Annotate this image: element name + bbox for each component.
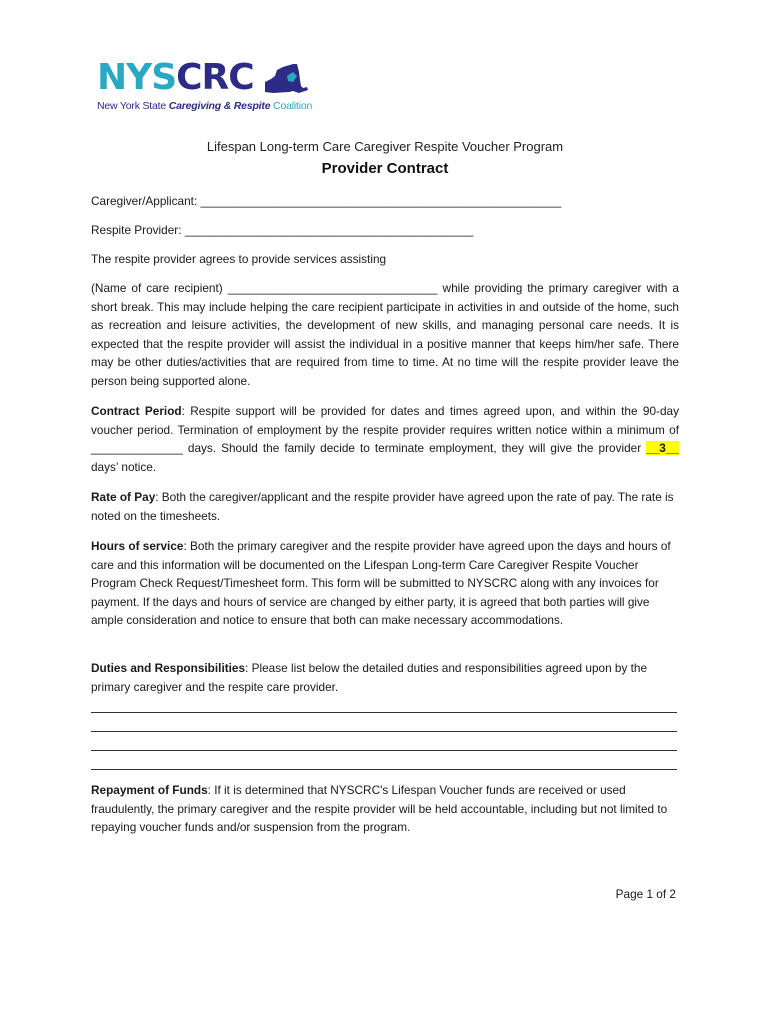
duties-blank-line — [91, 750, 677, 751]
respite-provider-field: Respite Provider: ____________________________________________ — [91, 223, 474, 237]
repayment-paragraph: Repayment of Funds: If it is determined that NYSCRC's Lifespan Voucher funds are received or used fraudulently, the primary caregiver and the respite provider will be held accountable, including but not limited to repaying voucher funds and/or suspension from the program. — [91, 783, 668, 835]
contract-period-label: Contract Period — [91, 404, 182, 418]
new-york-state-icon — [263, 62, 309, 96]
duties-paragraph: Duties and Responsibilities: Please list below the detailed duties and responsibilities agreed upon by the primary caregiver and the respite care provider. — [91, 661, 648, 694]
logo-crc: CRC — [176, 57, 254, 98]
logo-wordmark — [97, 58, 254, 98]
contract-title: Provider Contract — [321, 160, 449, 177]
hours-of-service-paragraph: Hours of service: Both the primary caregiver and the respite provider have agreed upon the days and hours of care and this information will be documented on the Lifespan Long-term Care Caregiver Respite Voucher Program Check Request/Timesheet form. This form will be submitted to NYSCRC along with any invoices for payment. If the days and hours of service are changed by either party, it is agreed that both parties will give ample consideration and notice to ensure that both can make necessary accommodations. — [91, 539, 671, 628]
duties-blank-line — [91, 731, 677, 732]
logo-tagline: New York State Caregiving & Respite Coalition — [97, 100, 313, 112]
intro-line: The respite provider agrees to provide services assisting — [91, 252, 387, 266]
program-title: Lifespan Long-term Care Caregiver Respite Voucher Program — [206, 139, 564, 154]
care-recipient-paragraph: (Name of care recipient) ________________________________ while providing the primary caregiver with a short break. This may include helping the care recipient participate in activities in and outside of the home, such as recreation and leisure activities, the development of new skills, and managing personal care needs. It is expected that the respite provider will assist the individual in a positive manner that keeps him/her safe. There may be other duties/activities that are required from time to time. At no time will the respite provider leave the person being supported alone. — [91, 281, 679, 388]
hours-of-service-label: Hours of service — [91, 539, 184, 553]
duties-blank-line — [91, 712, 677, 713]
repayment-label: Repayment of Funds — [91, 783, 208, 797]
contract-period-paragraph: Contract Period: Respite support will be provided for dates and times agreed upon, and within the 90-day voucher period. Termination of employment by the respite provider requires written notice within a minimum of ______________ days. Should the family decide to terminate employment, they will give the provider __3__ days’ notice. — [91, 404, 679, 474]
rate-of-pay-paragraph: Rate of Pay: Both the caregiver/applicant and the respite provider have agreed upon the rate of pay. The rate is noted on the timesheets. — [91, 490, 674, 523]
duties-blank-line — [91, 769, 677, 770]
logo-nys: NYS — [97, 57, 177, 98]
notice-days-highlight: __3__ — [646, 441, 679, 456]
caregiver-applicant-field: Caregiver/Applicant: _______________________________________________________ — [91, 194, 562, 208]
rate-of-pay-label: Rate of Pay — [91, 490, 156, 504]
nyscrc-logo — [97, 58, 317, 118]
page-number: Page 1 of 2 — [615, 887, 676, 901]
duties-label: Duties and Responsibilities — [91, 661, 246, 675]
